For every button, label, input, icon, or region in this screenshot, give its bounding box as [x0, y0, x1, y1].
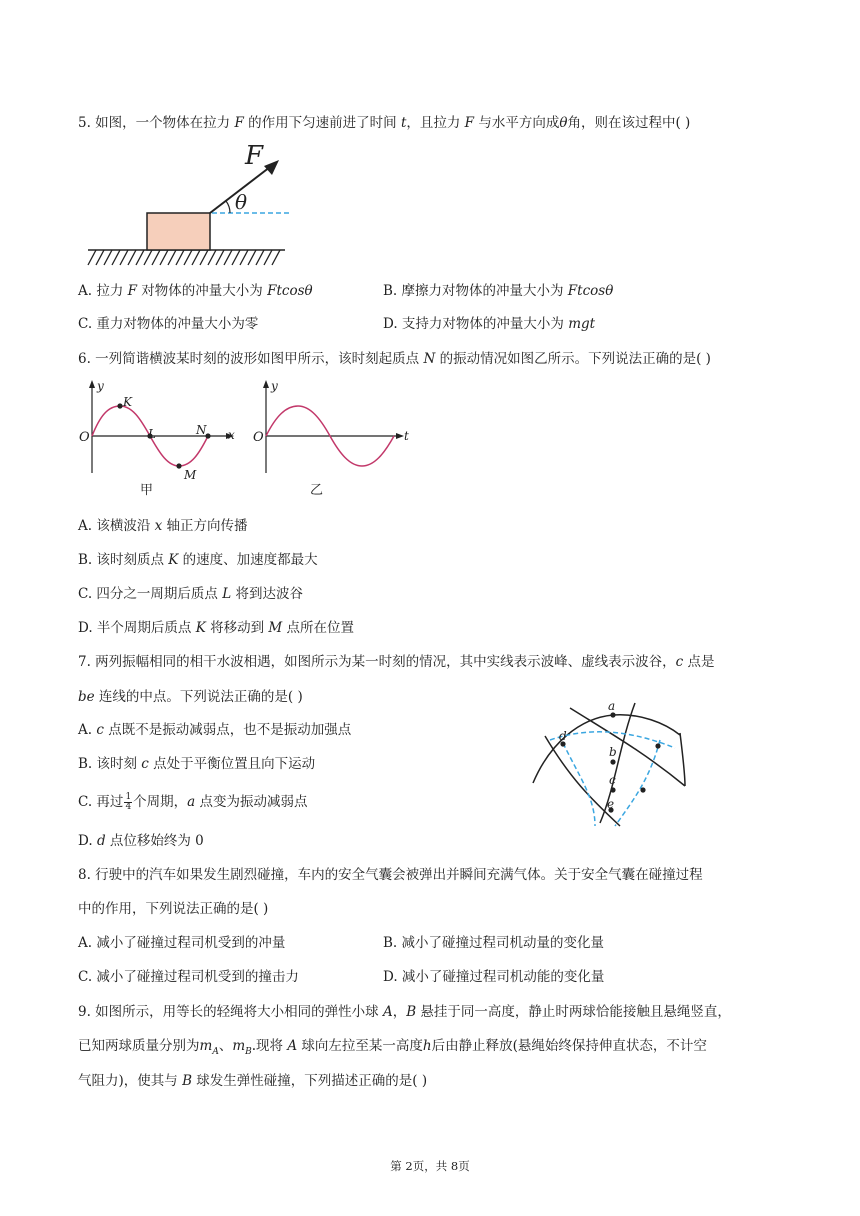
q8-stem-line1: 8. 行驶中的汽车如果发生剧烈碰撞，车内的安全气囊会被弹出并瞬间充满气体。关于安全气囊在碰撞过程 [78, 867, 703, 883]
q7-stem-line2: be 连线的中点。下列说法正确的是( ) [78, 689, 303, 705]
svg-text:t: t [404, 429, 409, 443]
theta-label: θ [235, 190, 248, 214]
svg-text:O: O [253, 430, 264, 445]
q8-option-a: A. 减小了碰撞过程司机受到的冲量 [78, 935, 286, 951]
svg-text:a: a [608, 699, 616, 713]
force-label: F [245, 141, 264, 171]
q7-interference-figure [525, 698, 695, 833]
q6-option-b: B. 该时刻质点 K 的速度、加速度都最大 [78, 552, 318, 568]
q5-figure [80, 140, 295, 270]
svg-text:x: x [228, 428, 235, 442]
q5-option-c: C. 重力对物体的冲量大小为零 [78, 316, 259, 332]
svg-text:y: y [97, 379, 104, 393]
q5-option-d: D. 支持力对物体的冲量大小为 mgt [383, 316, 596, 332]
q6-figure-jia [78, 378, 248, 503]
q8-option-d: D. 减小了碰撞过程司机动能的变化量 [383, 969, 605, 985]
svg-text:L: L [148, 427, 156, 441]
q6-option-d: D. 半个周期后质点 K 将移动到 M 点所在位置 [78, 620, 355, 636]
q8-stem-line2: 中的作用，下列说法正确的是( ) [78, 901, 269, 917]
block [147, 213, 210, 250]
svg-text:M: M [184, 468, 197, 482]
caption-jia: 甲 [140, 483, 154, 498]
svg-text:N: N [196, 423, 207, 437]
q7-stem-line1: 7. 两列振幅相同的相干水波相遇，如图所示为某一时刻的情况，其中实线表示波峰、虚线表示波谷，c 点是 [78, 654, 715, 670]
q5-option-a: A. 拉力 F 对物体的冲量大小为 Ftcosθ [78, 283, 313, 299]
svg-text:O: O [79, 430, 90, 445]
q9-stem-line1: 9. 如图所示，用等长的轻绳将大小相同的弹性小球 A，B 悬挂于同一高度，静止时两球恰能接触且悬绳竖直， [78, 1004, 731, 1020]
page-footer: 第 2页，共 8页 [390, 1159, 470, 1173]
q6-stem: 6. 一列简谐横波某时刻的波形如图甲所示，该时刻起质点 N 的振动情况如图乙所示。下列说法正确的是( ) [78, 351, 711, 367]
q5-stem: 5. 如图，一个物体在拉力 F 的作用下匀速前进了时间 t，且拉力 F 与水平方向成θ角，则在该过程中( ) [78, 115, 691, 131]
q9-stem-line3: 气阻力)，使其与 B 球发生弹性碰撞，下列描述正确的是( ) [78, 1073, 428, 1089]
q9-stem-line2: 已知两球质量分别为$m_A$、$m_B$.现将 A 球向左拉至某一高度h后由静止释放(悬绳始终保持伸直状态，不计空 [78, 1038, 707, 1057]
q7-option-d: D. d 点位移始终为 0 [78, 833, 204, 849]
q7-option-b: B. 该时刻 c 点处于平衡位置且向下运动 [78, 756, 316, 772]
svg-text:c: c [609, 773, 616, 787]
svg-text:e: e [607, 797, 615, 811]
q7-option-a: A. c 点既不是振动减弱点，也不是振动加强点 [78, 722, 352, 738]
caption-yi: 乙 [310, 483, 324, 498]
svg-text:K: K [123, 395, 132, 409]
svg-text:y: y [271, 379, 278, 393]
q6-option-c: C. 四分之一周期后质点 L 将到达波谷 [78, 586, 303, 602]
q8-option-c: C. 减小了碰撞过程司机受到的撞击力 [78, 969, 299, 985]
svg-text:d: d [559, 729, 567, 743]
q6-option-a: A. 该横波沿 x 轴正方向传播 [78, 518, 248, 534]
q6-figure-yi [252, 378, 422, 503]
svg-text:b: b [609, 745, 617, 759]
q7-option-c: C. 再过 $\frac{1}{4}$ 个周期，a 点变为振动减弱点 [78, 792, 308, 812]
q8-option-b: B. 减小了碰撞过程司机动量的变化量 [383, 935, 605, 951]
q5-option-b: B. 摩擦力对物体的冲量大小为 Ftcosθ [383, 283, 614, 299]
